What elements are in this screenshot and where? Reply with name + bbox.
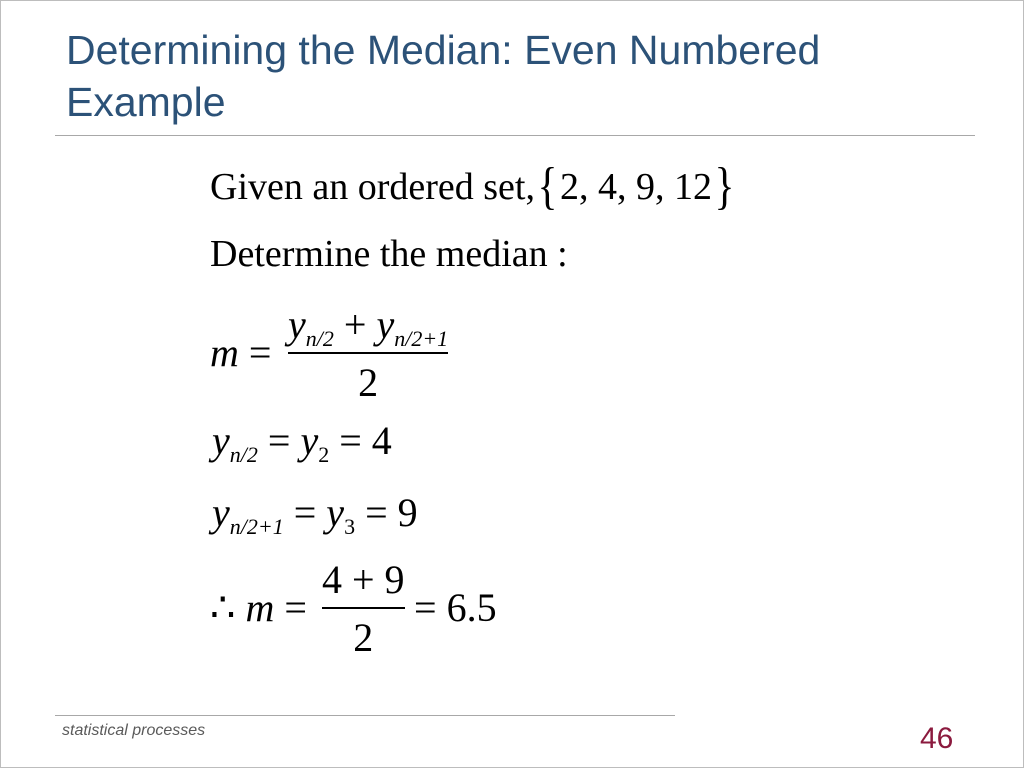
step2-value: 9: [397, 490, 418, 535]
slide-title: Determining the Median: Even Numbered Example: [66, 27, 821, 125]
formula-sub1: n/2: [305, 326, 334, 351]
step1-y2: y: [300, 418, 319, 463]
result-fraction-bar: [322, 607, 405, 609]
given-set-text: Given an ordered set,: [210, 166, 535, 208]
result-numerator: 4 + 9: [322, 557, 405, 602]
formula-sub2: n/2+1: [394, 326, 449, 351]
median-formula-fraction: [288, 302, 448, 406]
formula-m: m: [210, 330, 239, 375]
left-brace: {: [537, 158, 558, 215]
formula-y2: y: [376, 302, 395, 347]
fraction-bar: [288, 352, 448, 354]
step2-sub2: 3: [344, 514, 356, 539]
step2-y: y: [212, 490, 230, 535]
step1-line: [212, 416, 392, 466]
result-m: m: [245, 585, 275, 630]
footer-label: statistical processes: [62, 722, 206, 739]
step1-y: y: [212, 418, 230, 463]
step2-line: [212, 488, 418, 538]
step1-value: 4: [371, 418, 392, 463]
result-denominator: 2: [353, 615, 374, 660]
formula-y1: y: [288, 302, 306, 347]
given-set-line: [210, 160, 737, 214]
therefore-symbol: ∴: [210, 585, 236, 630]
result-lhs: [210, 585, 307, 631]
formula-plus: +: [343, 302, 367, 347]
title-divider: [55, 135, 975, 136]
page-number: 46: [920, 722, 954, 755]
formula-denominator: 2: [358, 360, 379, 405]
right-brace: }: [714, 158, 735, 215]
step2-sub: n/2+1: [229, 514, 284, 539]
step1-sub: n/2: [229, 442, 258, 467]
result-fraction: [322, 557, 405, 661]
formula-numerator: [288, 302, 449, 351]
step1-eq2: =: [339, 418, 362, 463]
step2-eq1: =: [293, 490, 317, 535]
step1-sub2: 2: [318, 442, 330, 467]
formula-lhs: [210, 330, 271, 376]
footer-divider: [55, 715, 675, 716]
step1-eq1: =: [267, 418, 291, 463]
result-rhs: [414, 585, 497, 631]
result-value: 6.5: [446, 585, 497, 630]
determine-median-line: Determine the median :: [210, 233, 568, 275]
step2-y3: y: [326, 490, 345, 535]
result-eq1: =: [284, 585, 307, 630]
step2-eq2: =: [365, 490, 388, 535]
formula-equals: =: [248, 330, 272, 375]
ordered-set-values: 2, 4, 9, 12: [559, 166, 712, 208]
result-eq2: =: [414, 585, 437, 630]
